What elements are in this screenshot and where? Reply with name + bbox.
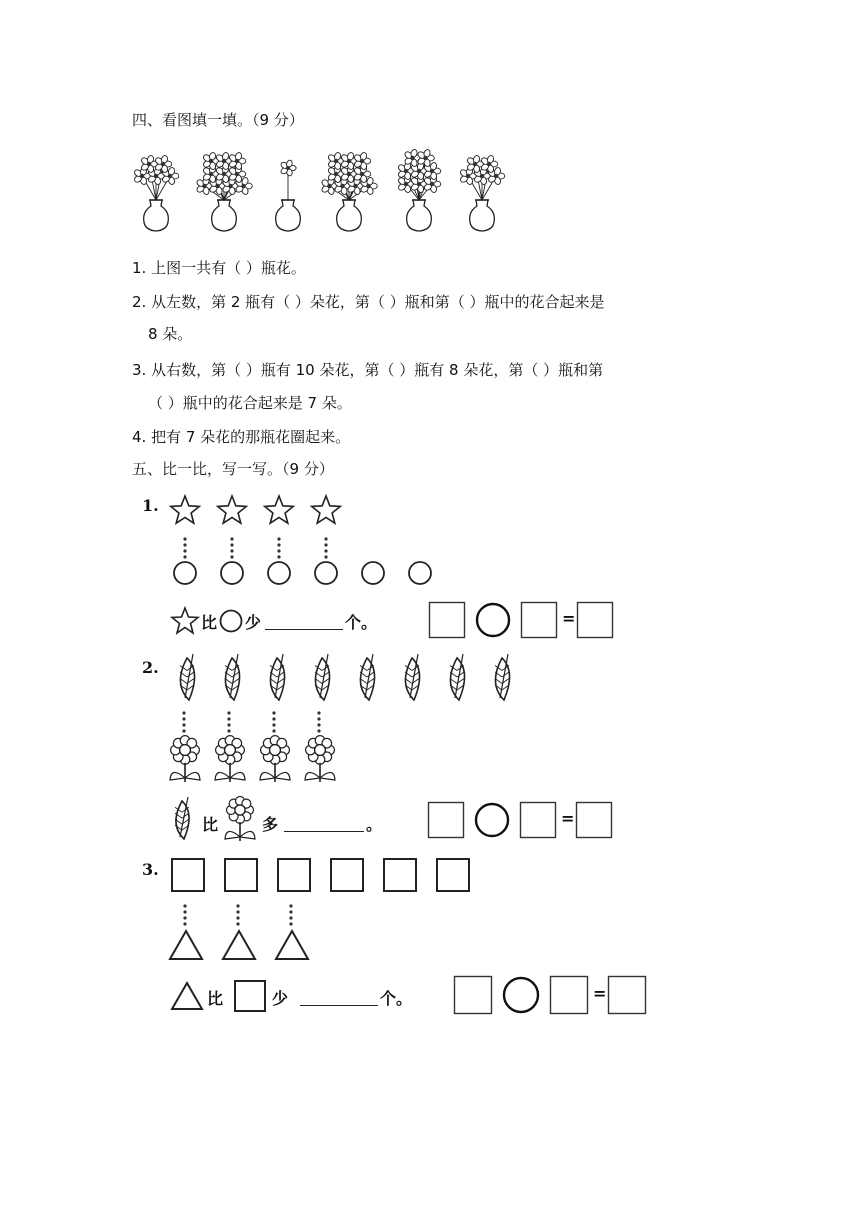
triangle-icon [170,981,204,1011]
circle-icon [218,608,244,634]
problem-3-answer-blank[interactable] [300,1005,378,1006]
problem-3-equals-sign: = [593,984,607,1003]
circle-icon [313,560,339,586]
question-3-line-2: （ ）瓶中的花合起来是 7 朵。 [148,394,352,412]
flower-vase [309,146,389,236]
circle-icon [360,560,386,586]
flower-icon [169,734,201,784]
square-icon [435,857,471,893]
flower-icon [259,734,291,784]
square-icon [223,857,259,893]
connector-dots [315,710,323,736]
problem-1-answer-box[interactable] [428,601,466,639]
problem-1-number: 1. [142,496,159,515]
problem-3-shao: 少 [272,989,289,1008]
problem-1-answer-blank[interactable] [265,629,343,630]
problem-2-bi: 比 [202,815,219,834]
connector-dots [270,710,278,736]
square-icon [329,857,365,893]
connector-dots [322,536,330,562]
flower-icon [304,734,336,784]
square-icon [382,857,418,893]
leaf-icon [172,654,202,704]
leaf-icon [352,654,382,704]
section4-heading: 四、看图填一填。（9 分） [132,111,304,129]
circle-icon [219,560,245,586]
section5-heading: 五、比一比，写一写。（9 分） [132,460,334,478]
star-icon [263,494,295,526]
circle-icon [266,560,292,586]
problem-3-number: 3. [142,860,159,879]
question-2-line-1: 2. 从左数，第 2 瓶有（ ）朵花，第（ ）瓶和第（ ）瓶中的花合起来是 [132,293,605,311]
connector-dots [234,903,242,929]
leaf-icon [442,654,472,704]
problem-2-result-box[interactable] [575,801,613,839]
star-icon [169,494,201,526]
problem-2-period: 。 [366,815,383,834]
question-1: 1. 上图一共有（ ）瓶花。 [132,259,306,277]
problem-1-equals-sign: = [562,609,576,628]
leaf-icon [168,797,196,843]
problem-2-duo: 多 [262,815,279,834]
problem-1-ge: 个。 [345,613,378,632]
leaf-icon [262,654,292,704]
square-icon [170,857,206,893]
circle-icon [172,560,198,586]
problem-2-answer-blank[interactable] [284,831,364,832]
problem-1-bi: 比 [201,613,218,632]
question-3-line-1: 3. 从右数，第（ ）瓶有 10 朵花，第（ ）瓶有 8 朵花，第（ ）瓶和第 [132,361,604,379]
square-icon [233,979,267,1013]
triangle-icon [274,929,310,961]
problem-2-number: 2. [142,658,159,677]
connector-dots [228,536,236,562]
connector-dots [181,536,189,562]
connector-dots [180,710,188,736]
problem-2-operator-circle[interactable] [473,801,511,839]
question-4: 4. 把有 7 朵花的那瓶花圈起来。 [132,428,351,446]
connector-dots [181,903,189,929]
connector-dots [275,536,283,562]
problem-3-result-box[interactable] [607,975,647,1015]
problem-2-answer-box[interactable] [427,801,465,839]
problem-3-answer-box[interactable] [549,975,589,1015]
problem-2-equals-sign: = [561,809,575,828]
problem-1-result-box[interactable] [576,601,614,639]
flower-icon [214,734,246,784]
star-icon [310,494,342,526]
leaf-icon [487,654,517,704]
problem-1-answer-box[interactable] [520,601,558,639]
flower-icon [225,795,255,843]
triangle-icon [221,929,257,961]
circle-icon [407,560,433,586]
square-icon [276,857,312,893]
star-icon [170,606,200,636]
triangle-icon [168,929,204,961]
star-icon [216,494,248,526]
problem-3-ge: 个。 [380,989,413,1008]
connector-dots [225,710,233,736]
connector-dots [287,903,295,929]
question-2-line-2: 8 朵。 [148,325,193,343]
leaf-icon [397,654,427,704]
problem-3-bi: 比 [207,989,224,1008]
problem-3-answer-box[interactable] [453,975,493,1015]
leaf-icon [307,654,337,704]
problem-1-operator-circle[interactable] [474,601,512,639]
problem-3-operator-circle[interactable] [501,975,541,1015]
leaf-icon [217,654,247,704]
flower-vase [442,146,522,236]
problem-1-shao: 少 [245,613,262,632]
problem-2-answer-box[interactable] [519,801,557,839]
